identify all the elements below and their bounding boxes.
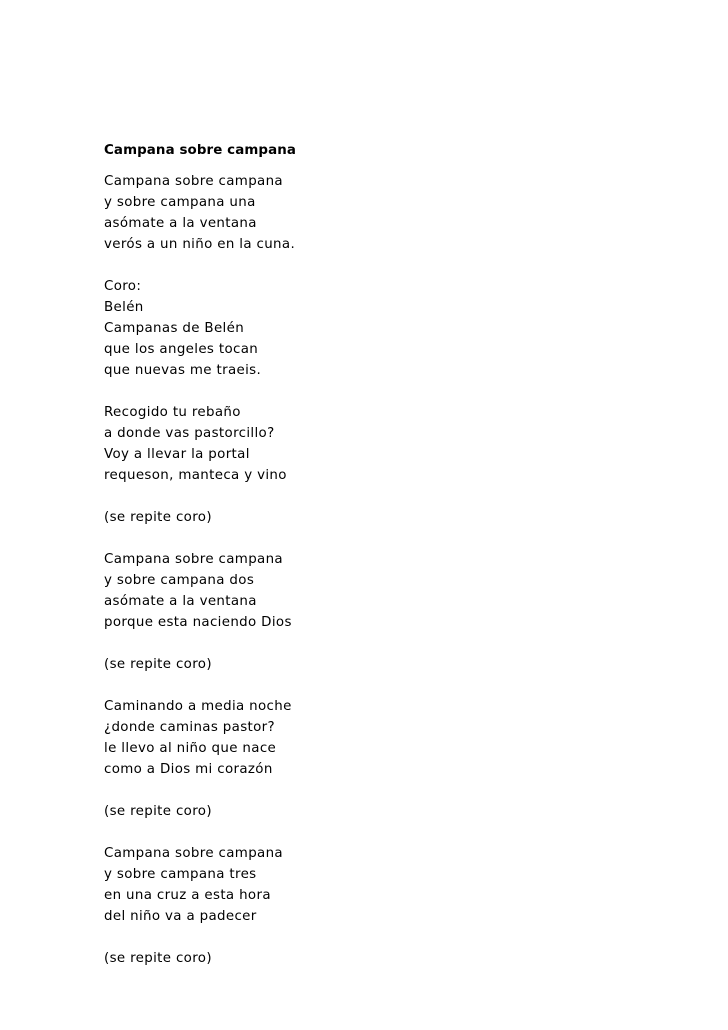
lyric-line: a donde vas pastorcillo?: [104, 426, 275, 441]
lyric-line: (se repite coro): [104, 657, 212, 672]
lyric-line: Campanas de Belén: [104, 321, 245, 336]
lyric-line: y sobre campana una: [104, 195, 256, 210]
stanza: [104, 843, 664, 927]
document-page: [104, 140, 664, 990]
lyric-line: porque esta naciendo Dios: [104, 615, 292, 630]
lyric-line: Belén: [104, 300, 144, 315]
lyric-line: (se repite coro): [104, 951, 212, 966]
lyric-line: que los angeles tocan: [104, 342, 259, 357]
lyric-line: como a Dios mi corazón: [104, 762, 273, 777]
lyric-line: ¿donde caminas pastor?: [104, 720, 275, 735]
lyric-line: Recogido tu rebaño: [104, 405, 241, 420]
stanza: [104, 654, 664, 675]
lyric-line: Campana sobre campana: [104, 174, 283, 189]
song-title: Campana sobre campana: [104, 143, 296, 158]
stanza: [104, 948, 664, 969]
lyric-line: que nuevas me traeis.: [104, 363, 262, 378]
lyric-line: Coro:: [104, 279, 142, 294]
stanza: [104, 171, 664, 255]
stanza: [104, 549, 664, 633]
lyric-line: requeson, manteca y vino: [104, 468, 287, 483]
stanza: [104, 402, 664, 486]
lyrics-body: [104, 171, 664, 969]
lyric-line: (se repite coro): [104, 510, 212, 525]
lyric-line: (se repite coro): [104, 804, 212, 819]
lyric-line: Voy a llevar la portal: [104, 447, 250, 462]
stanza: [104, 276, 664, 381]
lyric-line: Campana sobre campana: [104, 552, 283, 567]
lyric-line: del niño va a padecer: [104, 909, 257, 924]
lyric-line: y sobre campana tres: [104, 867, 257, 882]
stanza: [104, 696, 664, 780]
lyric-line: Caminando a media noche: [104, 699, 292, 714]
stanza: [104, 507, 664, 528]
lyric-line: le llevo al niño que nace: [104, 741, 277, 756]
lyric-line: asómate a la ventana: [104, 594, 257, 609]
lyric-line: en una cruz a esta hora: [104, 888, 271, 903]
lyric-line: Campana sobre campana: [104, 846, 283, 861]
lyric-line: verós a un niño en la cuna.: [104, 237, 296, 252]
stanza: [104, 801, 664, 822]
lyric-line: asómate a la ventana: [104, 216, 257, 231]
lyric-line: y sobre campana dos: [104, 573, 255, 588]
